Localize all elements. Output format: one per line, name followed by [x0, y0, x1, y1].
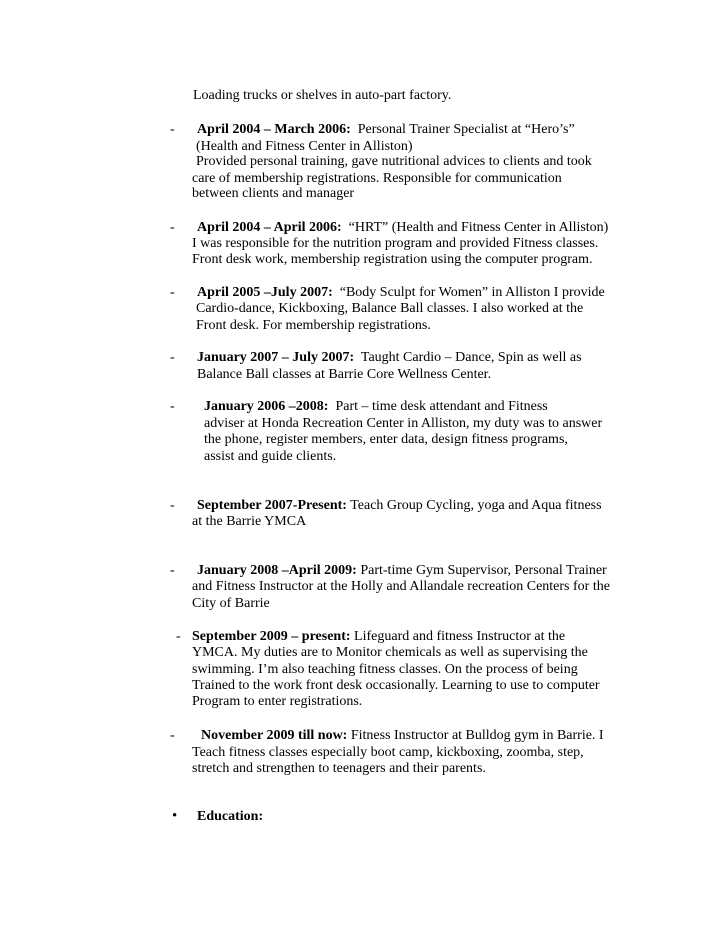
entry-text: Program to enter registrations.	[192, 694, 363, 709]
entry-line	[197, 219, 608, 236]
entry-line	[192, 628, 565, 645]
entry-text: Taught Cardio – Dance, Spin as well as	[360, 350, 582, 365]
dash-marker: -	[170, 220, 175, 235]
entry-text: Front desk work, membership registration using the computer program.	[192, 252, 593, 267]
entry-text: assist and guide clients.	[204, 449, 337, 464]
dash-marker: -	[170, 498, 175, 513]
entry-date: April 2004 – April 2006:	[197, 220, 342, 235]
entry-date: April 2005 –July 2007:	[197, 285, 333, 300]
dash-marker: -	[176, 629, 181, 644]
entry-text: Trained to the work front desk occasionally. Learning to use to computer	[192, 678, 600, 693]
bullet-icon: •	[172, 808, 178, 824]
dash-marker: -	[170, 350, 175, 365]
entry-date: January 2008 –April 2009:	[197, 563, 357, 578]
dash-marker: -	[170, 563, 175, 578]
entry-date: January 2006 –2008:	[204, 399, 329, 414]
entry-text: Teach fitness classes especially boot camp, kickboxing, zoomba, step,	[192, 745, 584, 760]
dash-marker: -	[170, 285, 175, 300]
entry-line	[197, 497, 602, 514]
entry-text: Front desk. For membership registrations.	[196, 318, 431, 333]
entry-text: “Body Sculpt for Women” in Alliston I provide	[339, 285, 605, 300]
entry-text: Provided personal training, gave nutritional advices to clients and took	[196, 154, 592, 169]
entry-date: April 2004 – March 2006:	[197, 122, 351, 137]
entry-text: Cardio-dance, Kickboxing, Balance Ball classes. I also worked at the	[196, 301, 584, 316]
entry-text: Teach Group Cycling, yoga and Aqua fitness	[350, 498, 602, 513]
entry-text: care of membership registrations. Responsible for communication	[192, 171, 562, 186]
entry-text: Lifeguard and fitness Instructor at the	[354, 629, 566, 644]
entry-line	[197, 562, 607, 579]
dash-marker: -	[170, 399, 175, 414]
entry-text: Part-time Gym Supervisor, Personal Trainer	[360, 563, 607, 578]
entry-text: the phone, register members, enter data, design fitness programs,	[204, 432, 568, 447]
dash-marker: -	[170, 728, 175, 743]
entry-line	[201, 727, 604, 744]
entry-text: City of Barrie	[192, 596, 270, 611]
entry-line	[197, 284, 605, 301]
entry-text: YMCA. My duties are to Monitor chemicals as well as supervising the	[192, 645, 588, 660]
entry-text: swimming. I’m also teaching fitness classes. On the process of being	[192, 662, 578, 677]
entry-text: Part – time desk attendant and Fitness	[335, 399, 548, 414]
entry-text: I was responsible for the nutrition program and provided Fitness classes.	[192, 236, 599, 251]
entry-date: September 2009 – present:	[192, 629, 351, 644]
entry-text: Fitness Instructor at Bulldog gym in Barrie. I	[350, 728, 604, 743]
entry-line	[197, 121, 575, 138]
entry-text: and Fitness Instructor at the Holly and Allandale recreation Centers for the	[192, 579, 610, 594]
entry-text: between clients and manager	[192, 186, 355, 201]
education-heading: Education:	[197, 809, 264, 824]
entry-text: stretch and strengthen to teenagers and their parents.	[192, 761, 486, 776]
entry-date: November 2009 till now:	[201, 728, 348, 743]
dash-marker: -	[170, 122, 175, 137]
entry-text: at the Barrie YMCA	[192, 514, 307, 529]
intro-line: Loading trucks or shelves in auto-part factory.	[193, 88, 452, 103]
entry-text: (Health and Fitness Center in Alliston)	[196, 139, 413, 154]
entry-line	[197, 349, 582, 366]
entry-text: Personal Trainer Specialist at “Hero’s”	[357, 122, 575, 137]
entry-text: adviser at Honda Recreation Center in Alliston, my duty was to answer	[204, 416, 603, 431]
entry-date: September 2007-Present:	[197, 498, 347, 513]
entry-text: Balance Ball classes at Barrie Core Wellness Center.	[197, 367, 492, 382]
entry-line	[204, 398, 548, 415]
entry-text: “HRT” (Health and Fitness Center in Alliston)	[348, 220, 609, 235]
entry-date: January 2007 – July 2007:	[197, 350, 355, 365]
